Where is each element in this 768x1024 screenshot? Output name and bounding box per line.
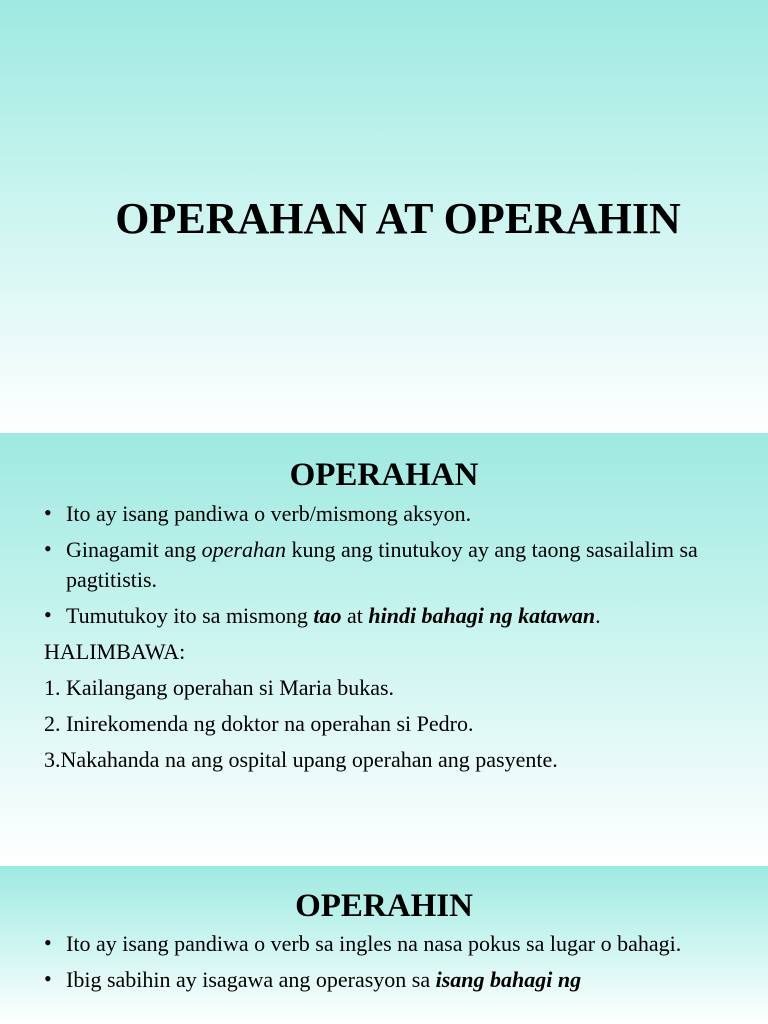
bullet-text: Tumutukoy ito sa mismong [66,603,314,628]
example-label: HALIMBAWA: [44,639,186,664]
slide-operahan [0,433,768,865]
bullet-item [44,601,734,631]
bullet-text: Ito ay isang pandiwa o verb/mismong aksyon. [66,501,472,526]
slide-content [44,929,734,1001]
example-item: 3.Nakahanda na ang ospital upang operahan ang pasyente. [44,747,558,772]
emphasis-text: operahan [201,537,286,562]
bullet-text: kung ang tinutukoy ay ang taong sasailalim sa pagtitistis. [66,537,698,592]
emphasis-text: isang bahagi ng [435,967,582,992]
slide-content [44,499,734,781]
emphasis-text: hindi bahagi ng katawan [368,603,596,628]
bullet-item [44,535,734,595]
slide-title [0,0,768,432]
bullet-item [44,499,734,529]
bullet-text: Ibig sabihin ay isagawa ang operasyon sa [66,967,436,992]
slide-operahin [0,866,768,1024]
example-item: 1. Kailangang operahan si Maria bukas. [44,675,395,700]
bullet-text: at [341,603,369,628]
bullet-text: . [595,603,601,628]
bullet-item [44,929,734,959]
slide-heading: OPERAHIN [295,888,473,924]
slide-heading: OPERAHAN [289,457,479,493]
presentation-title: OPERAHAN AT OPERAHIN [115,194,681,243]
example-item: 2. Inirekomenda ng doktor na operahan si Pedro. [44,711,474,736]
bullet-item [44,965,734,995]
bullet-text: Ito ay isang pandiwa o verb sa ingles na nasa pokus sa lugar o bahagi. [66,931,682,956]
bullet-text: Ginagamit ang [66,537,202,562]
emphasis-text: tao [313,603,342,628]
